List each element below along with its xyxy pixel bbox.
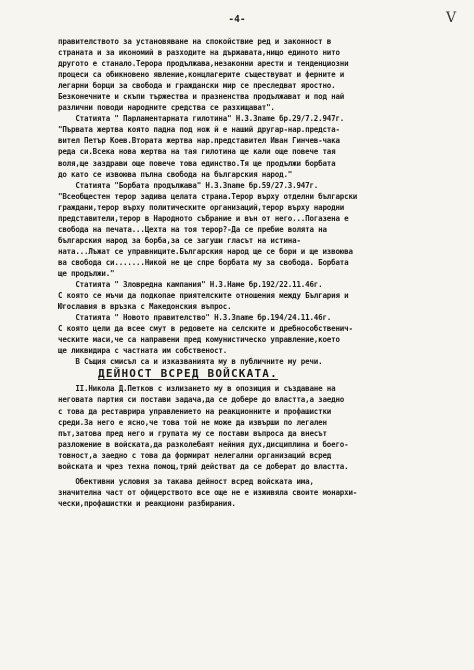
text-line: С която цели да всее смут в редовете на селските и дребнособственич-	[58, 324, 353, 334]
text-line: ческите маси,че са направени пред комунистическо управление,което	[58, 335, 340, 345]
text-line: среди.За него е ясно,че това той не може да извърши по легален	[58, 417, 327, 427]
text-line: Статията "Борбата продължава" Н.З.Зname бр.59/27.3.947г.	[58, 180, 319, 190]
margin-check-mark: V	[446, 10, 457, 26]
text-line: българския народ за борба,за се загуши гласът на истина-	[58, 235, 301, 245]
text-line: воля,ще заздрави още повече това единство.Тя ще продължи борбата	[58, 158, 336, 168]
text-line: значителна част от офицерството все още не е изживяла своите монархи-	[58, 487, 358, 497]
text-line: "Първата жертва която падна под нож й е наший другар-нар.предста-	[58, 125, 340, 135]
page-number: -4-	[228, 14, 246, 25]
text-line: В Същия смисъл са и изказванията му в публичните му речи.	[58, 357, 323, 367]
text-line: легарни борци за свобода и граждански мир се преследват яростно.	[58, 81, 336, 91]
text-line: войската и чрез техна помощ,тряй действат да се доберат до властта.	[58, 461, 349, 471]
text-line: чески,профашистки и реакциони разбирания.	[58, 498, 236, 508]
text-line: Югославия в връзка с Македонския въпрос.	[58, 302, 232, 312]
text-line: Статията " Новото правителство" Н.З.Зname бр.194/24.11.46г.	[58, 313, 332, 323]
text-line: "Всеобщестен терор задива целата страна.Терор върху отделни български	[58, 191, 358, 201]
document-body	[58, 36, 450, 509]
text-line: Безконечните и скъпи тържества и празненства продължават и под най	[58, 92, 345, 102]
section-heading: ДЕЙНОСТ ВСРЕД ВОЙСКАТА.	[98, 367, 278, 381]
text-line: ната...Лъжат се управниците.Българския народ ще се бори и ще извоюва	[58, 246, 353, 256]
text-line: реда си.Всека нова жертва на тая гилотина ще кали още повече тая	[58, 147, 336, 157]
text-line: процеси са обикновено явление,концлагерите съществуват и ферните и	[58, 70, 345, 80]
text-line: неговата партия си постави задача,да се добере до властта,а заедно	[58, 395, 345, 405]
text-line: различни поводи народните средства се разхищават".	[58, 103, 275, 113]
text-line: ще продължи."	[58, 268, 115, 278]
text-line: представители,терор в Народното събрание и вън от него...Погазена е	[58, 213, 349, 223]
text-line: другото е станало.Терора продължава,незаконни арести и тенденциозни	[58, 59, 349, 69]
text-line: С която се мъчи да подкопае приятелските отношения между България и	[58, 291, 349, 301]
text-line: Обективни условия за такава дейност всред войската има,	[58, 476, 314, 486]
text-line: разложение в войската,да разколебаят нейния дух,дисциплина и боего-	[58, 439, 349, 449]
text-line: II.Никола Д.Петков с излизането му в опозиция и създаване на	[58, 384, 336, 394]
text-line: свобода на печата...Цехта на тоя терор?-Да се пребие волята на	[58, 224, 327, 234]
text-line: до като се извоюва пълна свобода на българския народ."	[58, 169, 293, 179]
text-line: правителството за установяване на спокойствие ред и законност в	[58, 37, 332, 46]
text-line: вител Петър Коев.Втората жертва нар.представител Иван Гинчев-чака	[58, 136, 340, 146]
text-line: ще ликвидира с частната им собственост.	[58, 346, 228, 356]
text-line: Статията " Парламентарната гилотина" Н.З.Зname бр.29/7.2.947г.	[58, 114, 345, 124]
text-line: товност,а заедно с това да формират нелегални организаций всред	[58, 450, 332, 460]
text-line: ва свобода си.......Никой не ще спре борбата му за свобода. Борбата	[58, 257, 349, 267]
text-line: граждани,терор върху политическите организаций,терор върху народни	[58, 202, 345, 212]
text-line: път,затова пред него и групата му се постави въпроса да внесът	[58, 428, 327, 438]
text-line: с това да реставрира управлението на реакционните и профашистки	[58, 406, 332, 416]
text-line: Статията " Зловредна кампания" Н.З.Наме бр.192/22.11.46г.	[58, 280, 323, 290]
text-line: страната и за икономий в разходите на държавата,нищо единото нито	[58, 48, 340, 58]
